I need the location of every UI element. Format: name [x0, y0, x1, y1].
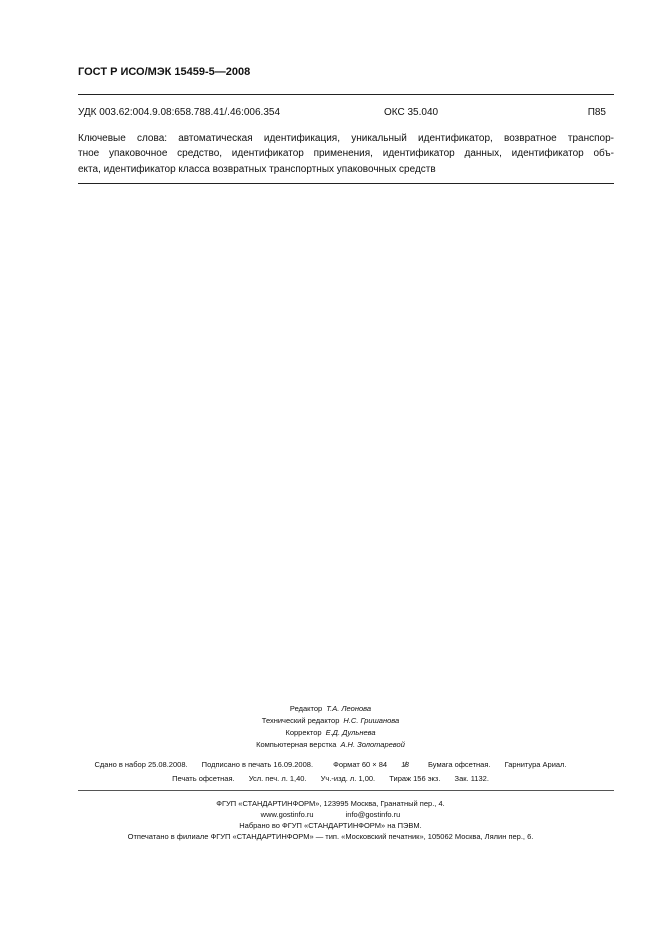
imprint-divider — [78, 790, 614, 791]
format-fraction: 1/8 — [401, 762, 408, 769]
website-link[interactable]: www.gostinfo.ru — [260, 810, 314, 819]
printed-info: Отпечатано в филиале ФГУП «СТАНДАРТИНФОРМ» — тип. «Московский печатник», 105062 Москва, Лялин пер., 6. — [127, 832, 534, 841]
credit-name: А.Н. Золотаревой — [340, 740, 405, 749]
keywords-line: Ключевые слова: автоматическая идентификация, уникальный идентификатор, возвратное транспор- — [78, 133, 614, 144]
top-divider — [78, 94, 614, 95]
group-code: П85 — [587, 107, 606, 118]
credit-role: Компьютерная верстка — [256, 740, 337, 749]
publication-row-1 — [0, 760, 661, 769]
format-info — [327, 760, 414, 769]
print-sheets: Усл. печ. л. 1,40. — [248, 774, 307, 783]
credit-layout — [0, 739, 661, 751]
credit-name: Е.Д. Дульнева — [325, 728, 376, 737]
publication-row-2 — [0, 774, 661, 783]
credits-block — [0, 703, 661, 751]
credit-editor — [0, 703, 661, 715]
credit-proofreader — [0, 727, 661, 739]
credit-role: Корректор — [285, 728, 322, 737]
paper-type: Бумага офсетная. — [428, 760, 491, 769]
signed-date: Подписано в печать 16.09.2008. — [201, 760, 314, 769]
keywords-line: тное упаковочное средство, идентификатор применения, идентификатор данных, идентификатор объ- — [78, 148, 614, 160]
credit-role: Технический редактор — [261, 716, 340, 725]
oks-code: ОКС 35.040 — [384, 107, 439, 118]
publisher-sheets: Уч.-изд. л. 1,00. — [320, 774, 376, 783]
credit-role: Редактор — [289, 704, 323, 713]
standard-id: ГОСТ Р ИСО/МЭК 15459-5—2008 — [78, 66, 251, 78]
circulation: Тираж 156 экз. — [389, 774, 441, 783]
typeface: Гарнитура Ариал. — [504, 760, 567, 769]
keywords-line: екта, идентификатор класса возвратных транспортных упаковочных средств — [78, 163, 436, 175]
credit-name: Н.С. Гришанова — [343, 716, 400, 725]
udk-code: УДК 003.62:004.9.08:658.788.41/.46:006.354 — [78, 107, 281, 118]
typeset-info: Набрано во ФГУП «СТАНДАРТИНФОРМ» на ПЭВМ. — [239, 821, 422, 830]
publisher-address: ФГУП «СТАНДАРТИНФОРМ», 123995 Москва, Гранатный пер., 4. — [216, 799, 445, 808]
email-link[interactable]: info@gostinfo.ru — [345, 810, 401, 819]
order-number: Зак. 1132. — [454, 774, 489, 783]
format-label: Формат 60 × 84 — [333, 760, 388, 769]
printer-block — [0, 798, 661, 842]
keywords-block — [78, 131, 614, 177]
credit-name: Т.А. Леонова — [326, 704, 372, 713]
keywords-divider — [78, 183, 614, 184]
credit-tech-editor — [0, 715, 661, 727]
set-date: Сдано в набор 25.08.2008. — [94, 760, 188, 769]
printing-type: Печать офсетная. — [172, 774, 235, 783]
contacts-row — [0, 809, 661, 820]
